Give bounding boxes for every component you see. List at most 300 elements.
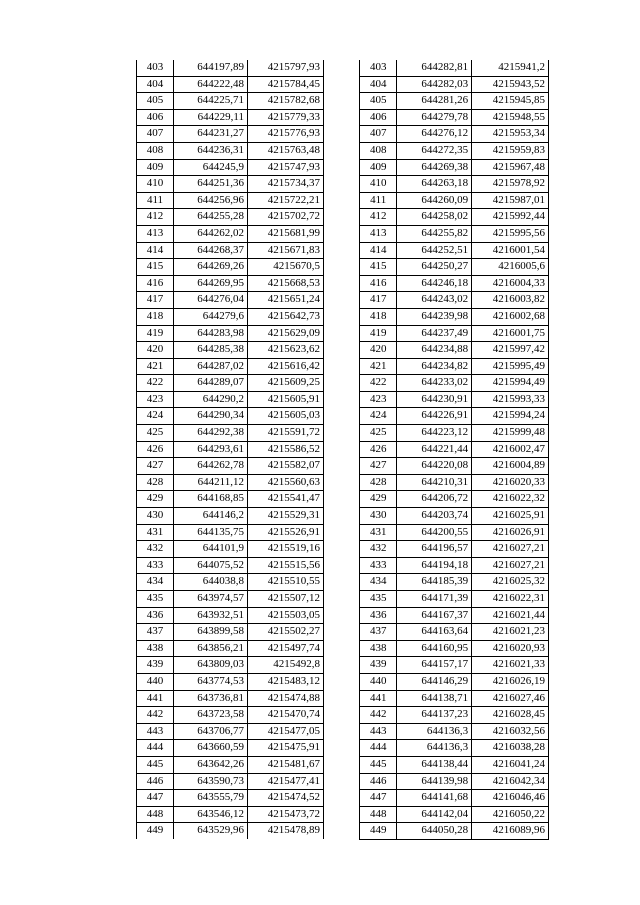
right-point-number-cell: 442 — [360, 707, 397, 724]
left-x-coordinate-cell: 644276,04 — [174, 292, 248, 309]
left-x-coordinate-cell: 644229,11 — [174, 109, 248, 126]
right-point-number-cell: 423 — [360, 391, 397, 408]
right-x-coordinate-cell: 644185,39 — [397, 574, 472, 591]
left-x-coordinate-cell: 643974,57 — [174, 591, 248, 608]
right-y-coordinate-cell: 4216046,46 — [472, 790, 549, 807]
table-row — [360, 591, 549, 608]
table-row — [360, 408, 549, 425]
right-point-number-cell: 447 — [360, 790, 397, 807]
right-point-number-cell: 424 — [360, 408, 397, 425]
table-row — [137, 474, 324, 491]
left-point-number-cell: 434 — [137, 574, 174, 591]
left-x-coordinate-cell: 644222,48 — [174, 76, 248, 93]
left-x-coordinate-cell: 643660,59 — [174, 740, 248, 757]
table-row — [360, 790, 549, 807]
left-point-number-cell: 420 — [137, 342, 174, 359]
left-x-coordinate-cell: 644168,85 — [174, 491, 248, 508]
right-point-number-cell: 448 — [360, 806, 397, 823]
table-row — [360, 740, 549, 757]
right-x-coordinate-cell: 644234,82 — [397, 358, 472, 375]
right-y-coordinate-cell: 4216050,22 — [472, 806, 549, 823]
right-x-coordinate-cell: 644243,02 — [397, 292, 472, 309]
left-x-coordinate-cell: 644135,75 — [174, 524, 248, 541]
table-row — [360, 541, 549, 558]
left-point-number-cell: 443 — [137, 723, 174, 740]
left-y-coordinate-cell: 4215526,91 — [248, 524, 324, 541]
right-y-coordinate-cell: 4216027,21 — [472, 557, 549, 574]
table-row — [360, 375, 549, 392]
table-row — [360, 508, 549, 525]
left-y-coordinate-cell: 4215623,62 — [248, 342, 324, 359]
left-point-number-cell: 444 — [137, 740, 174, 757]
left-y-coordinate-cell: 4215605,03 — [248, 408, 324, 425]
left-y-coordinate-cell: 4215591,72 — [248, 425, 324, 442]
right-y-coordinate-cell: 4216025,32 — [472, 574, 549, 591]
right-x-coordinate-cell: 644282,81 — [397, 60, 472, 76]
right-y-coordinate-cell: 4216025,91 — [472, 508, 549, 525]
table-row — [137, 574, 324, 591]
right-x-coordinate-cell: 644206,72 — [397, 491, 472, 508]
left-x-coordinate-cell: 644292,38 — [174, 425, 248, 442]
table-row — [360, 275, 549, 292]
table-row — [137, 109, 324, 126]
right-x-coordinate-cell: 644136,3 — [397, 740, 472, 757]
left-y-coordinate-cell: 4215776,93 — [248, 126, 324, 143]
table-row — [137, 159, 324, 176]
table-row — [360, 325, 549, 342]
right-x-coordinate-cell: 644141,68 — [397, 790, 472, 807]
left-y-coordinate-cell: 4215515,56 — [248, 557, 324, 574]
left-y-coordinate-cell: 4215474,52 — [248, 790, 324, 807]
right-y-coordinate-cell: 4216003,82 — [472, 292, 549, 309]
left-y-coordinate-cell: 4215668,53 — [248, 275, 324, 292]
left-point-number-cell: 414 — [137, 242, 174, 259]
right-x-coordinate-cell: 644050,28 — [397, 823, 472, 840]
table-row — [360, 176, 549, 193]
left-y-coordinate-cell: 4215497,74 — [248, 640, 324, 657]
right-point-number-cell: 445 — [360, 756, 397, 773]
left-y-coordinate-cell: 4215560,63 — [248, 474, 324, 491]
table-row — [137, 673, 324, 690]
right-point-number-cell: 434 — [360, 574, 397, 591]
right-y-coordinate-cell: 4216021,44 — [472, 607, 549, 624]
right-x-coordinate-cell: 644194,18 — [397, 557, 472, 574]
left-x-coordinate-cell: 644197,89 — [174, 60, 248, 76]
table-row — [137, 225, 324, 242]
right-point-number-cell: 438 — [360, 640, 397, 657]
right-x-coordinate-cell: 644239,98 — [397, 308, 472, 325]
left-y-coordinate-cell: 4215616,42 — [248, 358, 324, 375]
left-point-number-cell: 440 — [137, 673, 174, 690]
left-x-coordinate-cell: 644268,37 — [174, 242, 248, 259]
left-point-number-cell: 429 — [137, 491, 174, 508]
right-x-coordinate-cell: 644233,02 — [397, 375, 472, 392]
right-point-number-cell: 407 — [360, 126, 397, 143]
coordinates-table-left-body — [137, 60, 324, 839]
right-y-coordinate-cell: 4215994,49 — [472, 375, 549, 392]
left-y-coordinate-cell: 4215529,31 — [248, 508, 324, 525]
left-y-coordinate-cell: 4215541,47 — [248, 491, 324, 508]
right-y-coordinate-cell: 4216038,28 — [472, 740, 549, 757]
table-row — [360, 723, 549, 740]
right-x-coordinate-cell: 644220,08 — [397, 458, 472, 475]
left-point-number-cell: 431 — [137, 524, 174, 541]
right-y-coordinate-cell: 4216022,32 — [472, 491, 549, 508]
right-y-coordinate-cell: 4216027,21 — [472, 541, 549, 558]
table-row — [360, 607, 549, 624]
table-row — [137, 690, 324, 707]
right-point-number-cell: 427 — [360, 458, 397, 475]
table-row — [360, 142, 549, 159]
left-y-coordinate-cell: 4215473,72 — [248, 806, 324, 823]
table-row — [360, 76, 549, 93]
right-point-number-cell: 433 — [360, 557, 397, 574]
left-y-coordinate-cell: 4215782,68 — [248, 93, 324, 110]
left-x-coordinate-cell: 644283,98 — [174, 325, 248, 342]
left-x-coordinate-cell: 644255,28 — [174, 209, 248, 226]
table-row — [137, 723, 324, 740]
right-point-number-cell: 431 — [360, 524, 397, 541]
table-row — [360, 292, 549, 309]
left-y-coordinate-cell: 4215492,8 — [248, 657, 324, 674]
right-x-coordinate-cell: 644138,44 — [397, 756, 472, 773]
right-y-coordinate-cell: 4216004,89 — [472, 458, 549, 475]
left-point-number-cell: 423 — [137, 391, 174, 408]
table-row — [137, 209, 324, 226]
left-x-coordinate-cell: 643529,96 — [174, 823, 248, 839]
table-row — [360, 391, 549, 408]
right-x-coordinate-cell: 644160,95 — [397, 640, 472, 657]
right-x-coordinate-cell: 644200,55 — [397, 524, 472, 541]
table-row — [137, 408, 324, 425]
table-row — [137, 176, 324, 193]
left-point-number-cell: 439 — [137, 657, 174, 674]
right-y-coordinate-cell: 4216005,6 — [472, 259, 549, 276]
left-y-coordinate-cell: 4215797,93 — [248, 60, 324, 76]
table-row — [360, 159, 549, 176]
left-y-coordinate-cell: 4215519,16 — [248, 541, 324, 558]
left-y-coordinate-cell: 4215642,73 — [248, 308, 324, 325]
left-x-coordinate-cell: 643932,51 — [174, 607, 248, 624]
left-y-coordinate-cell: 4215779,33 — [248, 109, 324, 126]
right-point-number-cell: 411 — [360, 192, 397, 209]
table-row — [137, 275, 324, 292]
right-point-number-cell: 430 — [360, 508, 397, 525]
left-x-coordinate-cell: 644251,36 — [174, 176, 248, 193]
table-row — [137, 391, 324, 408]
left-x-coordinate-cell: 644211,12 — [174, 474, 248, 491]
table-row — [137, 508, 324, 525]
table-row — [137, 740, 324, 757]
right-x-coordinate-cell: 644263,18 — [397, 176, 472, 193]
table-row — [360, 574, 549, 591]
left-x-coordinate-cell: 644287,02 — [174, 358, 248, 375]
right-x-coordinate-cell: 644255,82 — [397, 225, 472, 242]
left-x-coordinate-cell: 644279,6 — [174, 308, 248, 325]
right-point-number-cell: 429 — [360, 491, 397, 508]
table-row — [360, 474, 549, 491]
left-point-number-cell: 448 — [137, 806, 174, 823]
left-point-number-cell: 411 — [137, 192, 174, 209]
table-row — [360, 225, 549, 242]
table-row — [137, 93, 324, 110]
table-row — [137, 325, 324, 342]
left-y-coordinate-cell: 4215702,72 — [248, 209, 324, 226]
table-row — [137, 192, 324, 209]
table-row — [360, 557, 549, 574]
table-row — [360, 425, 549, 442]
right-y-coordinate-cell: 4216001,75 — [472, 325, 549, 342]
left-point-number-cell: 418 — [137, 308, 174, 325]
right-y-coordinate-cell: 4216020,33 — [472, 474, 549, 491]
left-x-coordinate-cell: 644269,26 — [174, 259, 248, 276]
left-point-number-cell: 404 — [137, 76, 174, 93]
right-x-coordinate-cell: 644196,57 — [397, 541, 472, 558]
table-row — [137, 126, 324, 143]
left-x-coordinate-cell: 643642,26 — [174, 756, 248, 773]
table-row — [360, 657, 549, 674]
coordinates-table-left — [136, 60, 324, 839]
right-y-coordinate-cell: 4215992,44 — [472, 209, 549, 226]
coordinates-table-right-body — [360, 60, 549, 839]
left-point-number-cell: 430 — [137, 508, 174, 525]
right-x-coordinate-cell: 644234,88 — [397, 342, 472, 359]
left-x-coordinate-cell: 644225,71 — [174, 93, 248, 110]
right-x-coordinate-cell: 644246,18 — [397, 275, 472, 292]
left-y-coordinate-cell: 4215477,05 — [248, 723, 324, 740]
right-y-coordinate-cell: 4216042,34 — [472, 773, 549, 790]
table-row — [360, 640, 549, 657]
right-x-coordinate-cell: 644139,98 — [397, 773, 472, 790]
left-y-coordinate-cell: 4215475,91 — [248, 740, 324, 757]
table-row — [360, 773, 549, 790]
left-y-coordinate-cell: 4215503,05 — [248, 607, 324, 624]
table-row — [360, 308, 549, 325]
left-x-coordinate-cell: 643706,77 — [174, 723, 248, 740]
table-row — [360, 458, 549, 475]
left-x-coordinate-cell: 643555,79 — [174, 790, 248, 807]
right-y-coordinate-cell: 4215993,33 — [472, 391, 549, 408]
right-point-number-cell: 439 — [360, 657, 397, 674]
right-y-coordinate-cell: 4215995,56 — [472, 225, 549, 242]
left-point-number-cell: 415 — [137, 259, 174, 276]
left-y-coordinate-cell: 4215671,83 — [248, 242, 324, 259]
left-y-coordinate-cell: 4215582,07 — [248, 458, 324, 475]
left-y-coordinate-cell: 4215502,27 — [248, 624, 324, 641]
right-x-coordinate-cell: 644138,71 — [397, 690, 472, 707]
right-y-coordinate-cell: 4216089,96 — [472, 823, 549, 840]
left-y-coordinate-cell: 4215681,99 — [248, 225, 324, 242]
right-point-number-cell: 409 — [360, 159, 397, 176]
table-row — [137, 242, 324, 259]
table-row — [360, 624, 549, 641]
right-point-number-cell: 413 — [360, 225, 397, 242]
right-y-coordinate-cell: 4215943,52 — [472, 76, 549, 93]
right-x-coordinate-cell: 644272,35 — [397, 142, 472, 159]
table-row — [360, 259, 549, 276]
table-row — [137, 707, 324, 724]
left-y-coordinate-cell: 4215784,45 — [248, 76, 324, 93]
left-point-number-cell: 438 — [137, 640, 174, 657]
left-y-coordinate-cell: 4215605,91 — [248, 391, 324, 408]
right-y-coordinate-cell: 4215945,85 — [472, 93, 549, 110]
table-row — [137, 342, 324, 359]
left-x-coordinate-cell: 644285,38 — [174, 342, 248, 359]
left-x-coordinate-cell: 644256,96 — [174, 192, 248, 209]
right-y-coordinate-cell: 4216026,19 — [472, 673, 549, 690]
left-y-coordinate-cell: 4215763,48 — [248, 142, 324, 159]
left-point-number-cell: 406 — [137, 109, 174, 126]
right-point-number-cell: 425 — [360, 425, 397, 442]
right-y-coordinate-cell: 4216032,56 — [472, 723, 549, 740]
left-y-coordinate-cell: 4215629,09 — [248, 325, 324, 342]
right-y-coordinate-cell: 4216041,24 — [472, 756, 549, 773]
left-x-coordinate-cell: 644290,2 — [174, 391, 248, 408]
left-point-number-cell: 437 — [137, 624, 174, 641]
table-row — [137, 756, 324, 773]
table-row — [137, 60, 324, 76]
right-point-number-cell: 446 — [360, 773, 397, 790]
left-point-number-cell: 407 — [137, 126, 174, 143]
right-y-coordinate-cell: 4216002,47 — [472, 441, 549, 458]
left-y-coordinate-cell: 4215747,93 — [248, 159, 324, 176]
right-point-number-cell: 419 — [360, 325, 397, 342]
left-y-coordinate-cell: 4215481,67 — [248, 756, 324, 773]
right-point-number-cell: 435 — [360, 591, 397, 608]
table-row — [137, 806, 324, 823]
left-x-coordinate-cell: 644038,8 — [174, 574, 248, 591]
table-row — [137, 458, 324, 475]
right-x-coordinate-cell: 644157,17 — [397, 657, 472, 674]
right-x-coordinate-cell: 644282,03 — [397, 76, 472, 93]
left-x-coordinate-cell: 643723,58 — [174, 707, 248, 724]
left-point-number-cell: 436 — [137, 607, 174, 624]
left-x-coordinate-cell: 643774,53 — [174, 673, 248, 690]
table-row — [360, 690, 549, 707]
left-point-number-cell: 422 — [137, 375, 174, 392]
right-x-coordinate-cell: 644142,04 — [397, 806, 472, 823]
table-row — [360, 209, 549, 226]
table-row — [360, 60, 549, 76]
right-point-number-cell: 426 — [360, 441, 397, 458]
left-x-coordinate-cell: 643856,21 — [174, 640, 248, 657]
table-row — [137, 657, 324, 674]
table-row — [360, 126, 549, 143]
right-y-coordinate-cell: 4215941,2 — [472, 60, 549, 76]
left-x-coordinate-cell: 643546,12 — [174, 806, 248, 823]
left-x-coordinate-cell: 644262,78 — [174, 458, 248, 475]
right-point-number-cell: 436 — [360, 607, 397, 624]
right-point-number-cell: 449 — [360, 823, 397, 840]
right-point-number-cell: 422 — [360, 375, 397, 392]
right-x-coordinate-cell: 644252,51 — [397, 242, 472, 259]
right-x-coordinate-cell: 644258,02 — [397, 209, 472, 226]
right-x-coordinate-cell: 644167,37 — [397, 607, 472, 624]
right-x-coordinate-cell: 644203,74 — [397, 508, 472, 525]
table-row — [360, 192, 549, 209]
right-y-coordinate-cell: 4215978,92 — [472, 176, 549, 193]
left-point-number-cell: 424 — [137, 408, 174, 425]
right-x-coordinate-cell: 644281,26 — [397, 93, 472, 110]
table-row — [360, 823, 549, 840]
right-y-coordinate-cell: 4216028,45 — [472, 707, 549, 724]
right-point-number-cell: 404 — [360, 76, 397, 93]
left-x-coordinate-cell: 644231,27 — [174, 126, 248, 143]
table-row — [360, 342, 549, 359]
right-y-coordinate-cell: 4216021,23 — [472, 624, 549, 641]
right-point-number-cell: 405 — [360, 93, 397, 110]
table-row — [137, 524, 324, 541]
left-y-coordinate-cell: 4215722,21 — [248, 192, 324, 209]
table-row — [360, 109, 549, 126]
right-x-coordinate-cell: 644276,12 — [397, 126, 472, 143]
right-y-coordinate-cell: 4216026,91 — [472, 524, 549, 541]
left-y-coordinate-cell: 4215470,74 — [248, 707, 324, 724]
right-x-coordinate-cell: 644260,09 — [397, 192, 472, 209]
right-y-coordinate-cell: 4216004,33 — [472, 275, 549, 292]
table-row — [360, 441, 549, 458]
coordinates-table-right — [359, 60, 549, 840]
left-point-number-cell: 426 — [137, 441, 174, 458]
table-row — [137, 640, 324, 657]
table-row — [137, 308, 324, 325]
table-row — [137, 441, 324, 458]
left-point-number-cell: 435 — [137, 591, 174, 608]
left-x-coordinate-cell: 644289,07 — [174, 375, 248, 392]
right-point-number-cell: 432 — [360, 541, 397, 558]
right-x-coordinate-cell: 644163,64 — [397, 624, 472, 641]
left-point-number-cell: 408 — [137, 142, 174, 159]
left-x-coordinate-cell: 644262,02 — [174, 225, 248, 242]
right-x-coordinate-cell: 644230,91 — [397, 391, 472, 408]
left-point-number-cell: 446 — [137, 773, 174, 790]
right-x-coordinate-cell: 644171,39 — [397, 591, 472, 608]
left-point-number-cell: 417 — [137, 292, 174, 309]
right-y-coordinate-cell: 4215948,55 — [472, 109, 549, 126]
left-point-number-cell: 442 — [137, 707, 174, 724]
left-y-coordinate-cell: 4215510,55 — [248, 574, 324, 591]
right-y-coordinate-cell: 4216020,93 — [472, 640, 549, 657]
right-point-number-cell: 437 — [360, 624, 397, 641]
table-row — [360, 673, 549, 690]
left-point-number-cell: 441 — [137, 690, 174, 707]
left-y-coordinate-cell: 4215507,12 — [248, 591, 324, 608]
right-y-coordinate-cell: 4216002,68 — [472, 308, 549, 325]
left-point-number-cell: 419 — [137, 325, 174, 342]
right-y-coordinate-cell: 4216027,46 — [472, 690, 549, 707]
right-point-number-cell: 443 — [360, 723, 397, 740]
table-row — [360, 242, 549, 259]
left-point-number-cell: 447 — [137, 790, 174, 807]
table-row — [137, 375, 324, 392]
right-point-number-cell: 408 — [360, 142, 397, 159]
right-point-number-cell: 428 — [360, 474, 397, 491]
right-point-number-cell: 415 — [360, 259, 397, 276]
right-y-coordinate-cell: 4215999,48 — [472, 425, 549, 442]
left-x-coordinate-cell: 644101,9 — [174, 541, 248, 558]
table-row — [360, 707, 549, 724]
left-x-coordinate-cell: 643736,81 — [174, 690, 248, 707]
right-x-coordinate-cell: 644221,44 — [397, 441, 472, 458]
left-x-coordinate-cell: 643899,58 — [174, 624, 248, 641]
left-point-number-cell: 432 — [137, 541, 174, 558]
table-row — [137, 491, 324, 508]
left-point-number-cell: 410 — [137, 176, 174, 193]
left-y-coordinate-cell: 4215670,5 — [248, 259, 324, 276]
right-point-number-cell: 412 — [360, 209, 397, 226]
left-y-coordinate-cell: 4215478,89 — [248, 823, 324, 839]
left-y-coordinate-cell: 4215586,52 — [248, 441, 324, 458]
